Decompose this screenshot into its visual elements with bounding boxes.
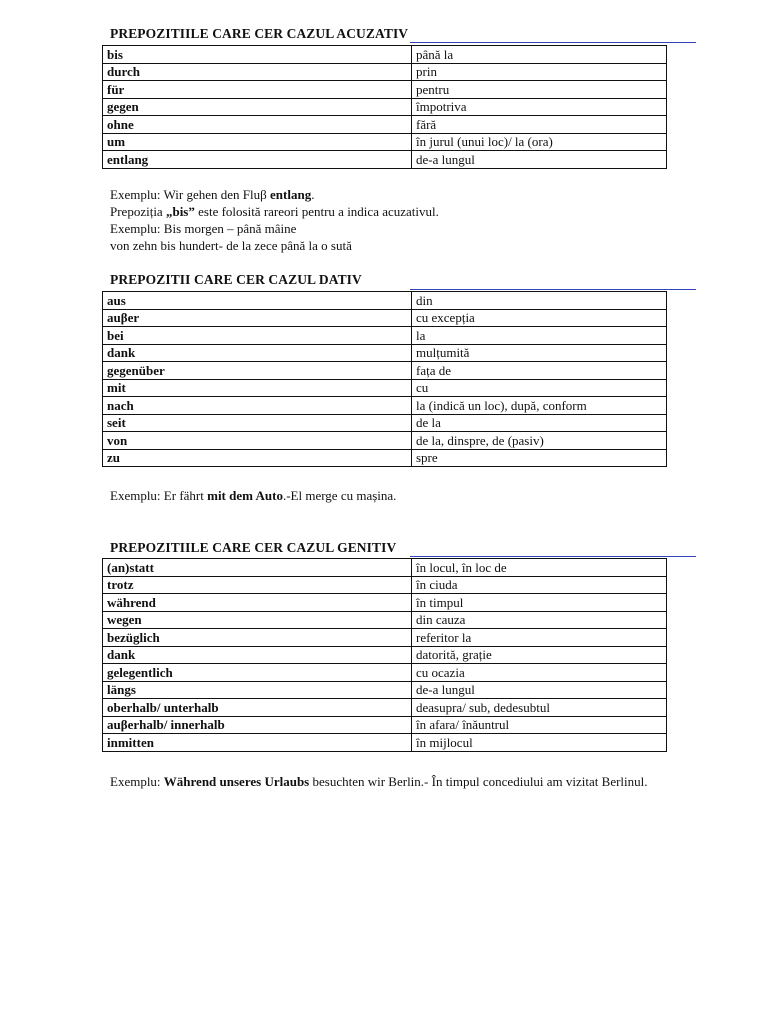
table-row — [103, 81, 667, 99]
german-preposition: bei — [103, 327, 412, 345]
german-preposition: oberhalb/ unterhalb — [103, 699, 412, 717]
romanian-translation: cu — [412, 379, 667, 397]
german-preposition: dank — [103, 646, 412, 664]
example-acuzativ-1: Exemplu: Wir gehen den Fluβ entlang. — [110, 187, 315, 202]
romanian-translation: prin — [412, 63, 667, 81]
table-row — [103, 397, 667, 415]
table-row — [103, 362, 667, 380]
heading-dativ: PREPOZITII CARE CER CAZUL DATIV — [110, 272, 362, 287]
german-preposition: von — [103, 432, 412, 450]
german-preposition: gegenüber — [103, 362, 412, 380]
romanian-translation: pentru — [412, 81, 667, 99]
table-row — [103, 681, 667, 699]
german-preposition: gegen — [103, 98, 412, 116]
table-row — [103, 344, 667, 362]
example-acuzativ-4: von zehn bis hundert- de la zece până la o sută — [110, 238, 352, 253]
german-preposition: (an)statt — [103, 559, 412, 577]
table-row — [103, 63, 667, 81]
romanian-translation: de-a lungul — [412, 681, 667, 699]
romanian-translation: cu ocazia — [412, 664, 667, 682]
german-preposition: zu — [103, 449, 412, 467]
table-row — [103, 611, 667, 629]
table-row — [103, 379, 667, 397]
table-row — [103, 292, 667, 310]
romanian-translation: spre — [412, 449, 667, 467]
table-row — [103, 699, 667, 717]
romanian-translation: deasupra/ sub, dedesubtul — [412, 699, 667, 717]
table-row — [103, 432, 667, 450]
german-preposition: durch — [103, 63, 412, 81]
romanian-translation: în jurul (unui loc)/ la (ora) — [412, 133, 667, 151]
romanian-translation: referitor la — [412, 629, 667, 647]
heading-rule — [410, 42, 696, 43]
german-preposition: inmitten — [103, 734, 412, 752]
table-row — [103, 594, 667, 612]
romanian-translation: din — [412, 292, 667, 310]
romanian-translation: fără — [412, 116, 667, 134]
german-preposition: während — [103, 594, 412, 612]
table-row — [103, 309, 667, 327]
table-genitiv — [102, 558, 667, 752]
romanian-translation: din cauza — [412, 611, 667, 629]
romanian-translation: fața de — [412, 362, 667, 380]
table-dativ — [102, 291, 667, 467]
german-preposition: entlang — [103, 151, 412, 169]
german-preposition: mit — [103, 379, 412, 397]
example-genitiv: Exemplu: Während unseres Urlaubs besuchten wir Berlin.- În timpul concediului am vizitat Berlinul. — [110, 774, 648, 789]
german-preposition: seit — [103, 414, 412, 432]
romanian-translation: în timpul — [412, 594, 667, 612]
romanian-translation: în locul, în loc de — [412, 559, 667, 577]
table-row — [103, 664, 667, 682]
table-row — [103, 646, 667, 664]
table-row — [103, 116, 667, 134]
german-preposition: dank — [103, 344, 412, 362]
heading-genitiv: PREPOZITIILE CARE CER CAZUL GENITIV — [110, 540, 397, 555]
table-row — [103, 98, 667, 116]
german-preposition: gelegentlich — [103, 664, 412, 682]
german-preposition: bis — [103, 46, 412, 64]
romanian-translation: împotriva — [412, 98, 667, 116]
romanian-translation: de la, dinspre, de (pasiv) — [412, 432, 667, 450]
romanian-translation: la (indică un loc), după, conform — [412, 397, 667, 415]
table-row — [103, 133, 667, 151]
heading-rule — [410, 289, 696, 290]
example-acuzativ-3: Exemplu: Bis morgen – până mâine — [110, 221, 297, 236]
german-preposition: wegen — [103, 611, 412, 629]
romanian-translation: în ciuda — [412, 576, 667, 594]
example-acuzativ-2: Prepoziția „bis” este folosită rareori pentru a indica acuzativul. — [110, 204, 439, 219]
table-row — [103, 576, 667, 594]
table-row — [103, 151, 667, 169]
heading-acuzativ: PREPOZITIILE CARE CER CAZUL ACUZATIV — [110, 26, 409, 41]
table-row — [103, 716, 667, 734]
german-preposition: bezüglich — [103, 629, 412, 647]
german-preposition: trotz — [103, 576, 412, 594]
german-preposition: ohne — [103, 116, 412, 134]
german-preposition: nach — [103, 397, 412, 415]
romanian-translation: în afara/ înăuntrul — [412, 716, 667, 734]
table-row — [103, 46, 667, 64]
romanian-translation: la — [412, 327, 667, 345]
romanian-translation: de la — [412, 414, 667, 432]
romanian-translation: cu excepția — [412, 309, 667, 327]
romanian-translation: datorită, grație — [412, 646, 667, 664]
romanian-translation: până la — [412, 46, 667, 64]
table-row — [103, 559, 667, 577]
table-row — [103, 414, 667, 432]
table-row — [103, 327, 667, 345]
romanian-translation: de-a lungul — [412, 151, 667, 169]
heading-rule — [410, 556, 696, 557]
example-dativ: Exemplu: Er fährt mit dem Auto.-El merge cu mașina. — [110, 488, 397, 503]
table-acuzativ — [102, 45, 667, 169]
german-preposition: auβer — [103, 309, 412, 327]
german-preposition: auβerhalb/ innerhalb — [103, 716, 412, 734]
german-preposition: für — [103, 81, 412, 99]
romanian-translation: mulțumită — [412, 344, 667, 362]
german-preposition: aus — [103, 292, 412, 310]
table-row — [103, 449, 667, 467]
table-row — [103, 629, 667, 647]
romanian-translation: în mijlocul — [412, 734, 667, 752]
german-preposition: längs — [103, 681, 412, 699]
table-row — [103, 734, 667, 752]
german-preposition: um — [103, 133, 412, 151]
